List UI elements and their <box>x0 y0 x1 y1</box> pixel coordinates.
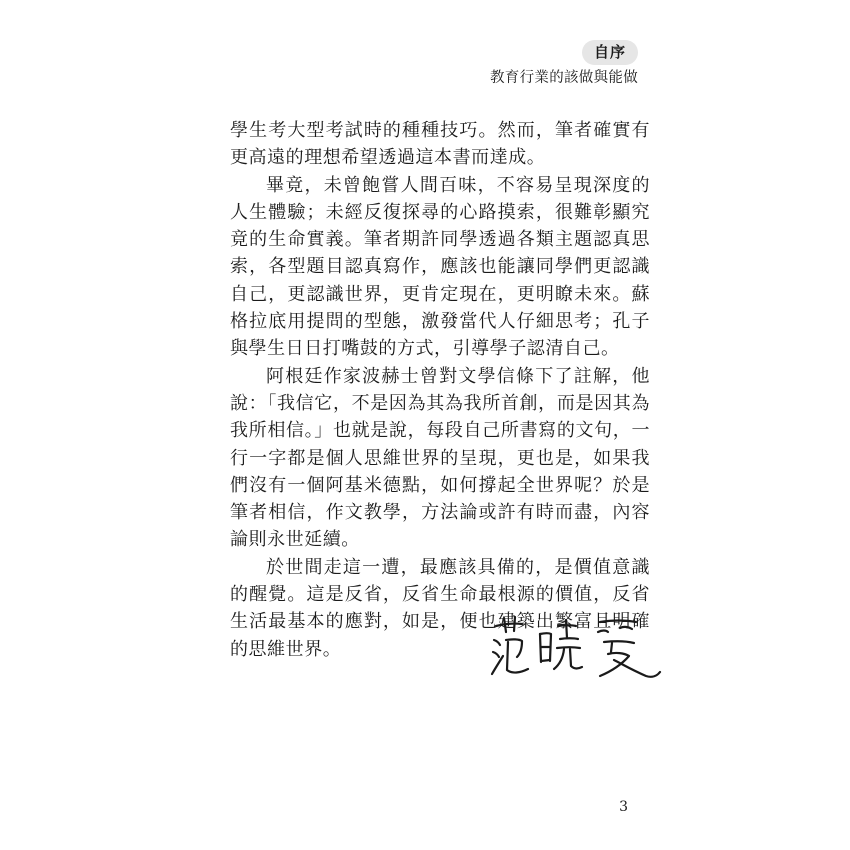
paragraph-2: 畢竟，未曾飽嘗人間百味，不容易呈現深度的人生體驗；未經反復探尋的心路摸索，很難彰顯究竟的生命實義。筆者期許同學透過各類主題認真思索，各型題目認真寫作，應該也能讓同學們更認識自己，更認識世界，更肯定現在，更明瞭未來。蘇格拉底用提問的型態，激發當代人仔細思考；孔子與學生日日打嘴鼓的方式，引導學子認清自己。 <box>230 174 650 360</box>
page-number: 3 <box>619 799 628 815</box>
running-header <box>490 40 638 88</box>
running-subtitle: 教育行業的該做與能做 <box>490 70 638 86</box>
preface-body <box>230 117 650 663</box>
paragraph-3: 阿根廷作家波赫士曾對文學信條下了註解，他說：「我信它，不是因為其為我所首創，而是因其為我所相信。」也就是說，每段自己所書寫的文句，一行一字都是個人思維世界的呈現，更也是，如果我們沒有一個阿基米德點，如何撐起全世界呢？於是筆者相信，作文教學，方法論或許有時而盡，內容論則永世延續。 <box>230 365 650 551</box>
section-badge: 自序 <box>582 40 638 65</box>
paragraph-1: 學生考大型考試時的種種技巧。然而，筆者確實有更高遠的理想希望透過這本書而達成。 <box>230 120 650 169</box>
author-signature <box>488 612 663 682</box>
paragraph-4: 於世間走這一遭，最應該具備的，是價值意識的醒覺。這是反省，反省生命最根源的價值，反省生活最基本的應對，如是，便也建築出繁富且明確的思維世界。 <box>230 556 650 660</box>
